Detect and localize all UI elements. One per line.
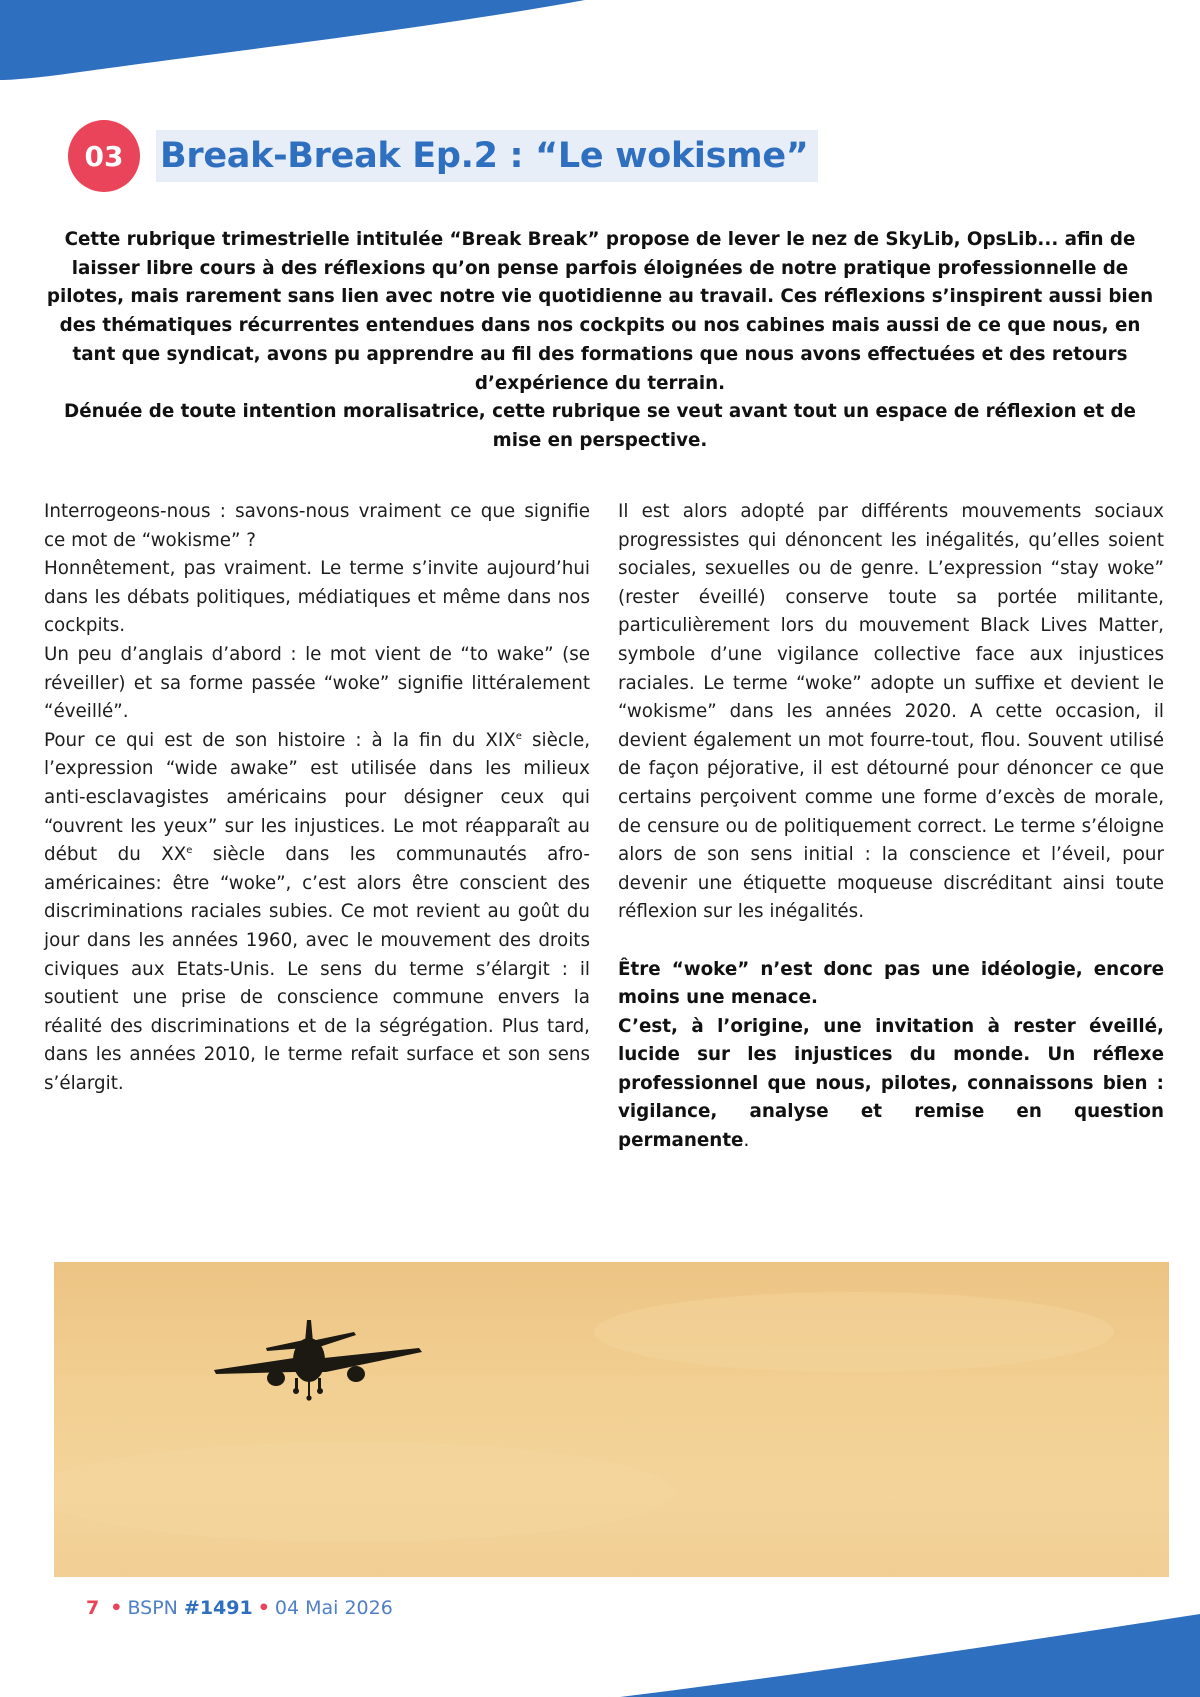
article-paragraph: Honnêtement, pas vraiment. Le terme s’invite aujourd’hui dans les débats politiques, médiatiques et même dans nos cockpits. — [44, 558, 590, 637]
article-column-left — [44, 498, 590, 1098]
article-paragraph: Un peu d’anglais d’abord : le mot vient de “to wake” (se réveiller) et sa forme passée “woke” signifie littéralement “éveillé”. — [44, 643, 590, 723]
text-run: C’est, à l’origine, une invitation à rester éveillé, lucide sur les injustices du monde. Un réflexe professionnel que nous, pilotes, connaissons bien : vigilance, analyse et remise en question permanente — [618, 1015, 1164, 1152]
text-run: siècle dans les communautés afro-américaines: être “woke”, c’est alors être conscient des discriminations raciales subies. Ce mot revient au goût du jour dans les années 1960, avec le mouvement des droits civiques aux Etats-Unis. Le sens du terme s’élargit : il soutient une prise de conscience commune envers la réalité des discriminations et de la ségrégation. Plus tard, dans les années 2010, le terme refait surface et son sens s’élargit. — [44, 844, 590, 1094]
superscript: e — [186, 845, 193, 857]
issue-number: #1491 — [183, 1597, 253, 1619]
section-number-badge: 03 — [68, 120, 140, 192]
intro-block — [38, 226, 1162, 456]
article-column-right — [618, 498, 1164, 1156]
separator: • — [257, 1597, 270, 1619]
airplane-photo — [54, 1262, 1169, 1577]
publication-date: 04 Mai 2026 — [274, 1597, 393, 1619]
text-run: . — [743, 1130, 750, 1152]
conclusion-paragraph: Être “woke” n’est donc pas une idéologie, encore moins une menace. — [618, 958, 1164, 1009]
publication-name: BSPN — [127, 1597, 178, 1619]
page-number: 7 — [86, 1597, 100, 1619]
conclusion-block — [618, 956, 1164, 1156]
conclusion-paragraph — [618, 1013, 1164, 1156]
intro-paragraph: Cette rubrique trimestrielle intitulée “Break Break” propose de lever le nez de SkyLib, OpsLib... afin de laisser libre cours à des réflexions qu’on pense parfois éloignées de notre pratique professionnelle de pilotes, mais rarement sans lien avec notre vie quotidienne au travail. Ces réflexions s’inspirent aussi bien des thématiques récurrentes entendues dans nos cockpits ou nos cabines mais aussi de ce que nous, en tant que syndicat, avons pu apprendre au fil des formations que nous avons effectuées et des retours d’expérience du terrain. — [46, 229, 1154, 394]
section-title: Break-Break Ep.2 : “Le wokisme” — [156, 130, 818, 182]
text-run: siècle, l’expression “wide awake” est utilisée dans les milieux anti-esclavagistes américains pour désigner ceux qui “ouvrent les yeux” sur les injustices. Le mot réapparaît au début du XX — [44, 729, 591, 866]
airplane-silhouette-icon — [54, 1262, 1169, 1577]
bottom-wave-decoration — [0, 1602, 1200, 1697]
superscript: e — [515, 730, 522, 742]
article-paragraph-history — [44, 727, 590, 1099]
text-run: Pour ce qui est de son histoire : à la fin du XIX — [44, 729, 516, 751]
intro-paragraph: Dénuée de toute intention moralisatrice, cette rubrique se veut avant tout un espace de réflexion et de mise en perspective. — [64, 401, 1136, 451]
article-paragraph: Il est alors adopté par différents mouvements sociaux progressistes qui dénoncent les inégalités, qu’elles soient sociales, sexuelles ou de genre. L’expression “stay woke” (rester éveillé) conserve toute sa portée militante, particulièrement lors du mouvement Black Lives Matter, symbole d’une vigilance collective face aux injustices raciales. Le terme “woke” adopte un suffixe et devient le “wokisme” dans les années 2020. A cette occasion, il devient également un mot fourre-tout, flou. Souvent utilisé de façon péjorative, il est détourné pour dénoncer ce que certains perçoivent comme une forme d’excès de morale, de censure ou de politiquement correct. Le terme s’éloigne alors de son sens initial : la conscience et l’éveil, pour devenir une étiquette moqueuse discréditant ainsi toute réflexion sur les inégalités. — [618, 501, 1164, 923]
separator: • — [110, 1597, 123, 1619]
section-header — [68, 120, 818, 192]
article-paragraph: Interrogeons-nous : savons-nous vraiment ce que signifie ce mot de “wokisme” ? — [44, 501, 590, 551]
top-wave-decoration — [0, 0, 1200, 90]
